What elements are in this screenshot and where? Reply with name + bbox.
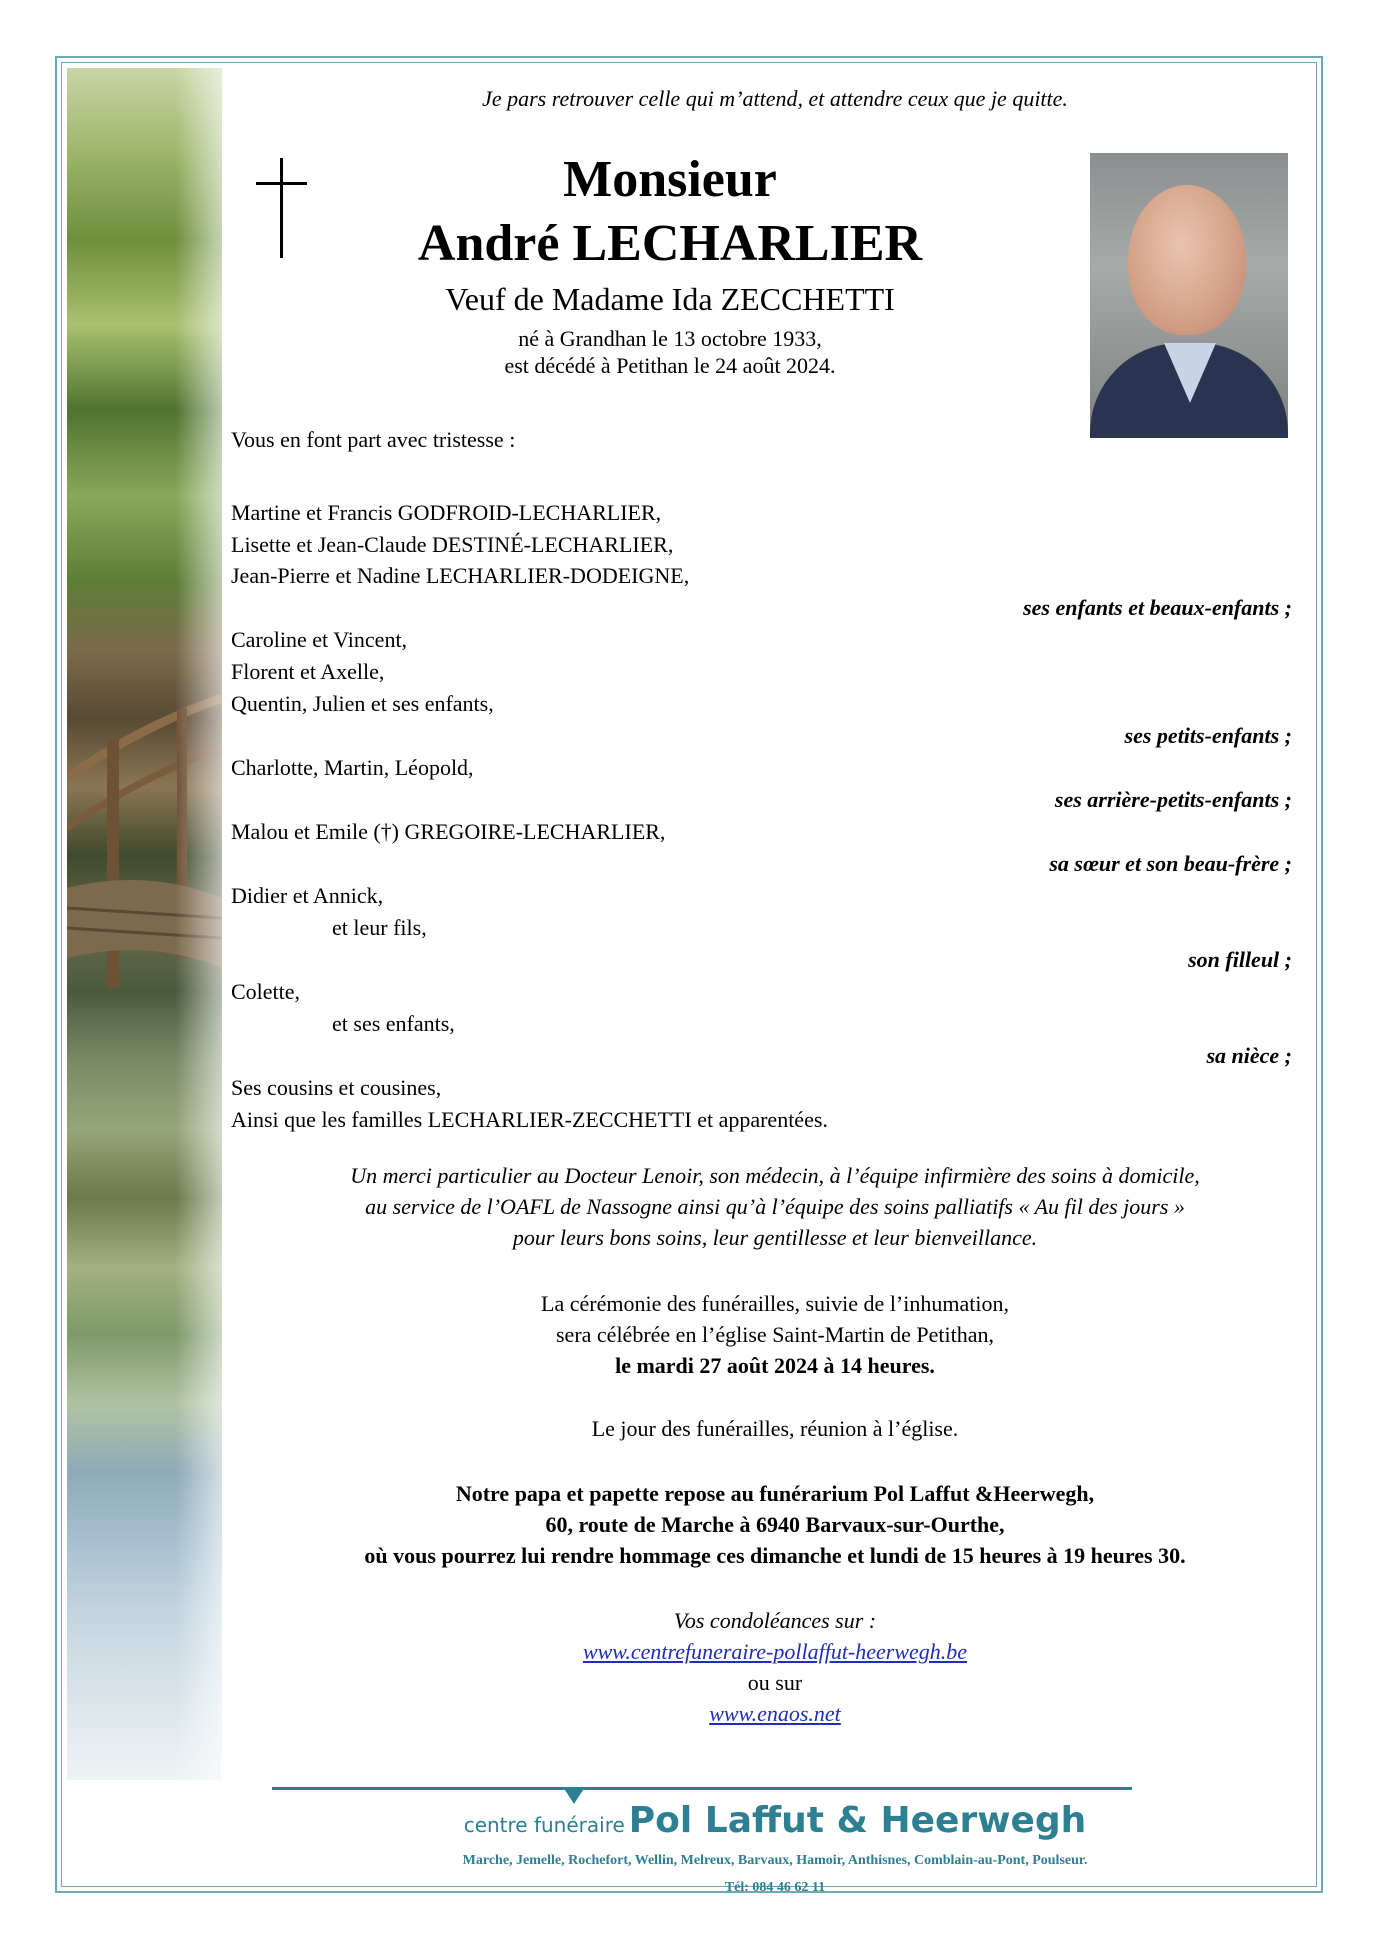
family-line: Quentin, Julien et ses enfants, [231, 691, 494, 716]
condolences-label: Vos condoléances sur : [673, 1608, 877, 1633]
family-line: Caroline et Vincent, [231, 627, 408, 652]
widow-line: Veuf de Madame Ida ZECCHETTI [445, 281, 895, 317]
logo-small-text: centre funéraire [463, 1813, 625, 1837]
thanks-line: Un merci particulier au Docteur Lenoir, son médecin, à l’équipe infirmière des soins à domicile, [350, 1163, 1200, 1188]
reunion-line: Le jour des funérailles, réunion à l’église. [591, 1416, 959, 1441]
family-line: Ainsi que les familles LECHARLIER-ZECCHETTI et apparentées. [231, 1107, 828, 1132]
ceremony-paragraph [230, 1288, 1320, 1381]
family-line: Florent et Axelle, [231, 659, 385, 684]
thanks-line: pour leurs bons soins, leur gentillesse et leur bienveillance. [512, 1225, 1038, 1250]
funerarium-line: Notre papa et papette repose au funérarium Pol Laffut &Heerwegh, [455, 1481, 1095, 1506]
family-line: et leur fils, [332, 915, 427, 940]
title-name: André LECHARLIER [417, 215, 923, 272]
family-line: Ses cousins et cousines, [231, 1075, 442, 1100]
footer-towns: Marche, Jemelle, Rochefort, Wellin, Melreux, Barvaux, Hamoir, Anthisnes, Comblain-au-Pont, Poulseur. [462, 1853, 1088, 1868]
relation-label: son filleul ; [1188, 947, 1292, 972]
latin-cross-icon [252, 158, 312, 258]
funeral-home-logo [230, 1800, 1320, 1841]
family-line: Jean-Pierre et Nadine LECHARLIER-DODEIGNE, [231, 563, 690, 588]
family-line: et ses enfants, [332, 1011, 455, 1036]
funerarium-paragraph [230, 1478, 1320, 1571]
title-civility: Monsieur [563, 151, 777, 208]
death-line: est décédé à Petithan le 24 août 2024. [504, 353, 836, 378]
relation-label: ses enfants et beaux-enfants ; [1023, 595, 1292, 620]
condolences-link-enaos[interactable]: www.enaos.net [709, 1701, 841, 1726]
ceremony-line: La cérémonie des funérailles, suivie de l’inhumation, [541, 1291, 1009, 1316]
condolences-link-funerarium[interactable]: www.centrefuneraire-pollaffut-heerwegh.be [582, 1639, 968, 1664]
family-line: Lisette et Jean-Claude DESTINÉ-LECHARLIER, [231, 532, 674, 557]
deceased-name-title [340, 148, 1000, 276]
life-dates [340, 325, 1000, 379]
relation-label: ses petits-enfants ; [1124, 723, 1292, 748]
condolences-block [230, 1605, 1320, 1729]
relation-label: ses arrière-petits-enfants ; [1054, 787, 1292, 812]
funerarium-line: où vous pourrez lui rendre hommage ces dimanche et lundi de 15 heures à 19 heures 30. [364, 1543, 1186, 1568]
epigraph-quote: Je pars retrouver celle qui m’attend, et attendre ceux que je quitte. [482, 86, 1068, 111]
relation-label: sa nièce ; [1206, 1043, 1292, 1068]
ceremony-date: le mardi 27 août 2024 à 14 heures. [615, 1353, 935, 1378]
footer-divider [272, 1787, 1132, 1790]
family-line: Martine et Francis GODFROID-LECHARLIER, [231, 500, 662, 525]
family-line: Didier et Annick, [231, 883, 384, 908]
family-line: Malou et Emile (†) GREGOIRE-LECHARLIER, [231, 819, 666, 844]
footer-phone: Tél: 084 46 62 11 [724, 1880, 826, 1895]
thanks-line: au service de l’OAFL de Nassogne ainsi qu’à l’équipe des soins palliatifs « Au fil des jours » [365, 1194, 1185, 1219]
birth-line: né à Grandhan le 13 octobre 1933, [518, 326, 822, 351]
thanks-paragraph [230, 1160, 1320, 1253]
family-line: Colette, [231, 979, 301, 1004]
portrait-photo [1090, 153, 1288, 438]
condolences-or: ou sur [747, 1670, 803, 1695]
funerarium-line: 60, route de Marche à 6940 Barvaux-sur-Ourthe, [545, 1512, 1005, 1537]
relation-label: sa sœur et son beau-frère ; [1049, 851, 1292, 876]
ceremony-line: sera célébrée en l’église Saint-Martin de Petithan, [556, 1322, 994, 1347]
logo-brand-text: Pol Laffut & Heerwegh [628, 1800, 1087, 1841]
intro-line: Vous en font part avec tristesse : [231, 427, 516, 452]
side-landscape-photo [67, 68, 222, 1780]
family-line: Charlotte, Martin, Léopold, [231, 755, 474, 780]
